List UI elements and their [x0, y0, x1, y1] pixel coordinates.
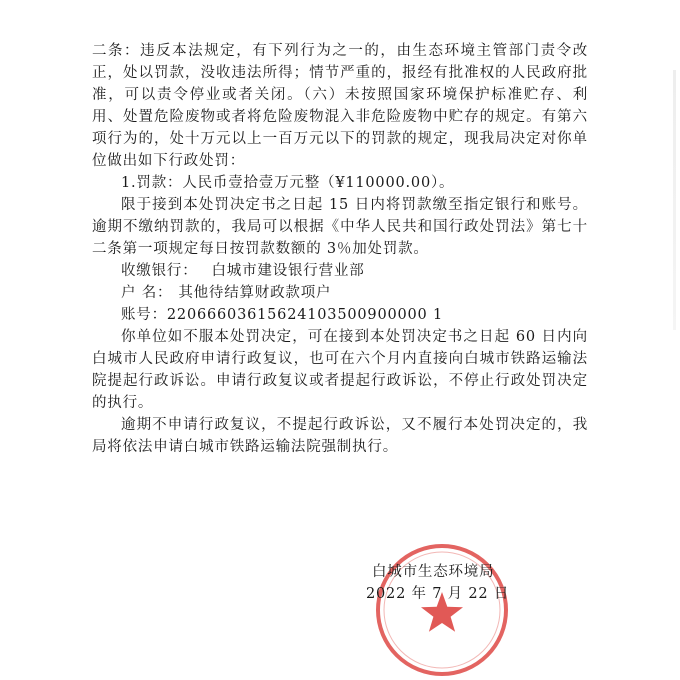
- issue-date: 2022 年 7 月 22 日: [366, 586, 510, 602]
- account-name-row: [92, 282, 588, 304]
- issuing-authority: 白城市生态环境局: [372, 564, 495, 580]
- document-body: [92, 40, 588, 458]
- paragraph-enforcement: 逾期不申请行政复议，不提起行政诉讼，又不履行本处罚决定的，我局将依法申请白城市铁路运输法院强制执行。: [92, 417, 588, 455]
- account-number-label: 账号：: [121, 307, 167, 323]
- paragraph-payment-deadline: 限于接到本处罚决定书之日起 15 日内将罚款缴至指定银行和账号。逾期不缴纳罚款的，我局可以根据《中华人民共和国行政处罚法》第七十二条第一项规定每日按罚款数额的 3％加处罚款。: [92, 197, 588, 257]
- paragraph-appeal-rights: 你单位如不服本处罚决定，可在接到本处罚决定书之日起 60 日内向白城市人民政府申请行政复议，也可在六个月内直接向白城市铁路运输法院提起行政诉讼。申请行政复议或者提起行政诉讼，不停止行政处罚决定的执行。: [92, 329, 588, 411]
- account-name-label: 户 名：: [121, 285, 173, 301]
- account-number-row: [92, 304, 588, 326]
- official-seal: [372, 540, 512, 680]
- paragraph-penalty-item: 1.罚款：人民币壹拾壹万元整（¥110000.00）。: [121, 175, 455, 191]
- bank-row: [92, 260, 588, 282]
- paragraph-regulation: 二条：违反本法规定，有下列行为之一的，由生态环境主管部门责令改正，处以罚款，没收违法所得；情节严重的，报经有批准权的人民政府批准，可以责令停业或者关闭。（六）未按照国家环境保护标准贮存、利用、处置危险废物或者将危险废物混入非危险废物中贮存的规定。有第六项行为的，处十万元以上一百万元以下的罚款的规定，现我局决定对你单位做出如下行政处罚：: [92, 43, 588, 169]
- scan-edge-shadow: [673, 70, 676, 330]
- bank-value: 白城市建设银行营业部: [211, 263, 365, 279]
- account-number-value: 22066603615624103500900000 1: [166, 307, 443, 323]
- account-name-value: 其他待结算财政款项户: [178, 285, 332, 301]
- bank-label: 收缴银行：: [121, 263, 198, 279]
